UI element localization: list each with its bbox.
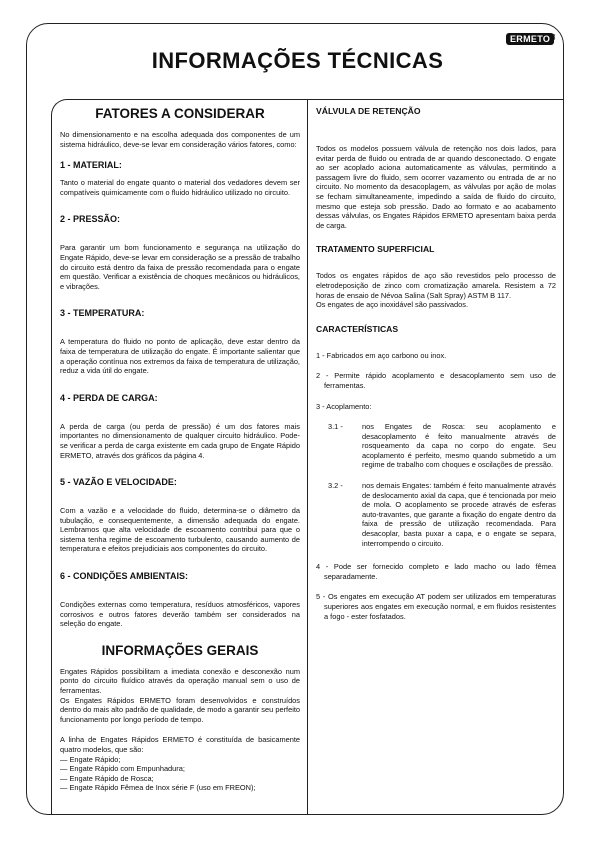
list-item: — Engate Rápido de Rosca;: [60, 773, 154, 783]
characteristic-5: 5 - Os engates em execução AT podem ser utilizados em temperaturas superiores aos engates em execução normal, e em fluidos resistentes a fogo - ester fosfatados.: [316, 592, 556, 621]
characteristic-3-1: [328, 422, 556, 470]
section-title-temperature: 3 - TEMPERATURA:: [60, 308, 145, 319]
section-text-surface-1: Todos os engates rápidos de aço são revestidos pelo processo de eletrodeposição de zinco com cromatização amarela. Resistem a 72 horas de ensaio de Névoa Salina (Salt Spray) ASTM B 117.: [316, 271, 556, 300]
ermeto-logo: ERMETO: [506, 33, 554, 45]
list-item: — Engate Rápido Fêmea de Inox série F (uso em FREON);: [60, 783, 256, 793]
section-title-flow: 5 - VAZÃO E VELOCIDADE:: [60, 477, 177, 488]
characteristic-4: 4 - Pode ser fornecido completo e lado macho ou lado fêmea separadamente.: [316, 562, 556, 581]
right-column: [316, 106, 556, 621]
general-paragraph-3: A linha de Engates Rápidos ERMETO é constituída de basicamente quatro modelos, que são:: [60, 735, 300, 754]
section-title-surface: TRATAMENTO SUPERFICIAL: [316, 244, 435, 255]
sub-item-text: nos Engates de Rosca: seu acoplamento e desacoplamento é feito manualmente através de rosqueamento da capa no corpo do engate. Seu acoplamento é perfeito, mesmo quando submetido a um regime de trabalho com choques e oscilações de pressão.: [362, 422, 556, 470]
section-title-characteristics: CARACTERÍSTICAS: [316, 323, 399, 334]
section-text-pressure: Para garantir um bom funcionamento e segurança na utilização do Engate Rápido, deve-se levar em consideração se a pressão de trabalho do circuito está dentro da faixa de pressão recomendada para o engate em questão. Verificar a existência de choques mecânicos ou hidráulicos, e vibrações.: [60, 243, 300, 291]
general-paragraph-2: Os Engates Rápidos ERMETO foram desenvolvidos e construídos dentro do mais alto padrão de qualidade, de modo a garantir seu perfeito funcionamento por longo período de tempo.: [60, 695, 300, 724]
section-title-pressure-loss: 4 - PERDA DE CARGA:: [60, 392, 158, 403]
section-text-check-valve: Todos os modelos possuem válvula de retenção nos dois lados, para evitar perda de fluido ou entrada de ar quando desconectado. O engate ao ser acoplado aciona automaticamente as válvulas, permitindo a passagem livre do fluido, sem ocorrer vazamento ou entrada de ar no circuito. No momento da desacoplagem, as válvulas por ação de molas se fecham simultaneamente, impedindo a saída de fluido do circuito, mesmo que esteja sob pressão. Dado ao formato e ao acabamento dessas válvulas, os Engates Rápidos ERMETO apresentam baixa perda de carga.: [316, 144, 556, 230]
page-number: 3: [551, 33, 556, 42]
characteristic-2: 2 - Permite rápido acoplamento e desacoplamento sem uso de ferramentas.: [316, 371, 556, 390]
section-heading-factors: FATORES A CONSIDERAR: [95, 106, 265, 121]
list-item: — Engate Rápido;: [60, 754, 121, 764]
sub-item-number: 3.2 -: [328, 481, 343, 491]
sub-item-text: nos demais Engates: também é feito manualmente através de deslocamento axial da capa, que é tencionada por meio de mola. O acoplamento se procede através de esferas auto-travantes, que garante a fixação do engate dentro da faixa de pressão de utilização recomendada. Para desacoplar, basta puxar a capa, e o engate se separa, interrompendo o circuito.: [362, 481, 556, 548]
section-title-material: 1 - MATERIAL:: [60, 160, 122, 171]
page-title: INFORMAÇÕES TÉCNICAS: [151, 48, 444, 73]
section-text-temperature: A temperatura do fluido no ponto de aplicação, deve estar dentro da faixa de temperatura de utilização do engate. É importante salientar que a operação contínua nos extremos da faixa de temperatura de utilização, reduz a vida útil do engate.: [60, 337, 300, 376]
general-paragraph-1: Engates Rápidos possibilitam a imediata conexão e desconexão num ponto do circuito fluídico através da operação manual sem o uso de ferramentas.: [60, 666, 300, 696]
section-text-pressure-loss: A perda de carga (ou perda de pressão) é um dos fatores mais importantes no dimensionamento de qualquer circuito hidráulico. Pode-se verificar a perda de carga existente em cada grupo de Engate Rápido ERMETO, através dos gráficos da página 4.: [60, 421, 300, 460]
sub-item-number: 3.1 -: [328, 422, 343, 432]
section-text-material: Tanto o material do engate quanto o material dos vedadores devem ser compatíveis quimicamente com o fluido hidráulico utilizado no circuito.: [60, 178, 300, 197]
left-column: [60, 106, 300, 793]
characteristic-3-2: [328, 481, 556, 548]
section-title-environment: 6 - CONDIÇÕES AMBIENTAIS:: [60, 571, 189, 582]
section-text-environment: Condições externas como temperatura, resíduos atmosféricos, vapores corrosivos e outros fatores deverão também ser considerados na seleção do engate.: [60, 600, 300, 629]
models-list: [60, 755, 300, 793]
section-text-surface-2: Os engates de aço inoxidável são passivados.: [316, 300, 469, 310]
factors-intro: No dimensionamento e na escolha adequada dos componentes de um sistema hidráulico, deve-se levar em consideração vários fatores, como:: [60, 130, 300, 149]
characteristic-1: 1 - Fabricados em aço carbono ou inox.: [316, 350, 447, 360]
column-divider: [307, 99, 308, 815]
section-title-pressure: 2 - PRESSÃO:: [60, 214, 121, 225]
section-title-check-valve: VÁLVULA DE RETENÇÃO: [316, 106, 421, 116]
characteristic-3: 3 - Acoplamento:: [316, 401, 372, 411]
list-item: — Engate Rápido com Empunhadura;: [60, 764, 185, 774]
section-heading-general: INFORMAÇÕES GERAIS: [101, 642, 259, 658]
section-text-flow: Com a vazão e a velocidade do fluido, determina-se o diâmetro da tubulação, e consequentemente, a dimensão adequada do engate. Lembramos que alta velocidade de escoamento contribui para que o sistema tenha regime de escoamento turbulento, causando aumento de temperatura e efeitos prejudiciais aos componentes do circuito.: [60, 506, 300, 554]
